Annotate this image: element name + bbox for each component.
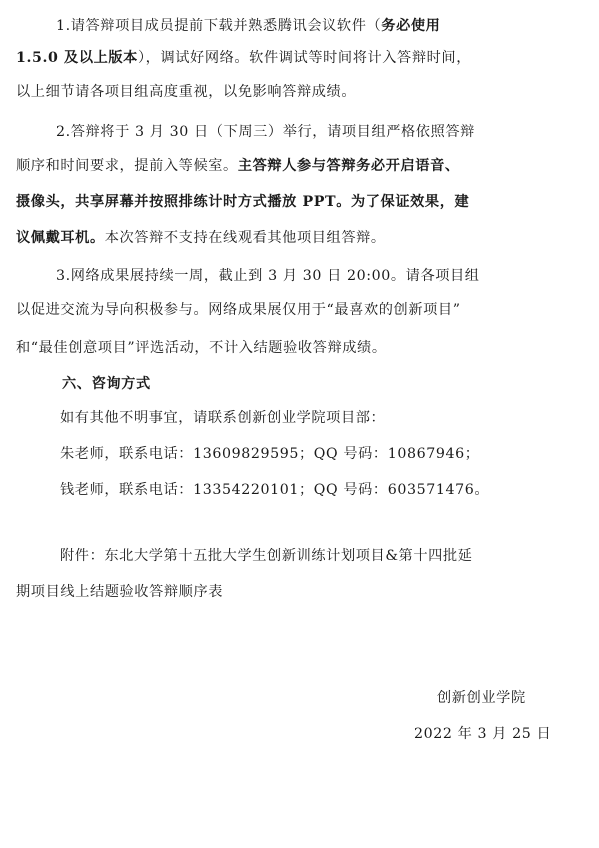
item1-line1 (56, 16, 440, 36)
item2-line3: 摄像头，共享屏幕并按照排练计时方式播放 PPT。为了保证效果，建 (16, 194, 470, 210)
item1-text: 1.请答辩项目成员提前下载并熟悉腾讯会议软件（ (56, 18, 382, 34)
item2-emphasis-end: 议佩戴耳机。 (16, 230, 105, 246)
signature-org: 创新创业学院 (437, 690, 526, 706)
contact-intro: 如有其他不明事宜，请联系创新创业学院项目部： (60, 410, 386, 426)
item2-text: 顺序和时间要求，提前入等候室。 (16, 158, 238, 174)
section-heading: 六、咨询方式 (62, 376, 151, 392)
item1-line3: 以上细节请各项目组高度重视，以免影响答辩成绩。 (16, 84, 357, 100)
item1-text-cont: ），调试好网络。软件调试等时间将计入答辩时间， (137, 50, 471, 66)
item2-line2 (16, 156, 460, 176)
attachment-line1: 附件：东北大学第十五批大学生创新训练计划项目&第十四批延 (60, 548, 473, 564)
contact-line: 钱老师，联系电话：13354220101；QQ 号码：603571476。 (60, 482, 490, 498)
signature-date: 2022 年 3 月 25 日 (414, 726, 552, 742)
item2-emphasis: 主答辩人参与答辩务必开启语音、 (237, 158, 460, 174)
item1-version-emphasis: 1.5.0 及以上版本 (16, 50, 138, 66)
item1-line2 (16, 48, 471, 68)
item3-line1: 3.网络成果展持续一周，截止到 3 月 30 日 20:00。请各项目组 (56, 268, 480, 284)
attachment-line2: 期项目线上结题验收答辩顺序表 (16, 584, 224, 600)
item2-text-end: 本次答辩不支持在线观看其他项目组答辩。 (104, 230, 386, 246)
item2-line4 (16, 228, 386, 248)
item2-line1: 2.答辩将于 3 月 30 日（下周三）举行，请项目组严格依照答辩 (56, 124, 475, 140)
item3-line3: 和“最佳创意项目”评选活动，不计入结题验收答辩成绩。 (16, 340, 387, 356)
item1-emphasis: 务必使用 (381, 18, 441, 34)
contact-line: 朱老师，联系电话：13609829595；QQ 号码：10867946； (60, 446, 480, 462)
item3-line2: 以促进交流为导向积极参与。网络成果展仅用于“最喜欢的创新项目” (16, 302, 461, 318)
